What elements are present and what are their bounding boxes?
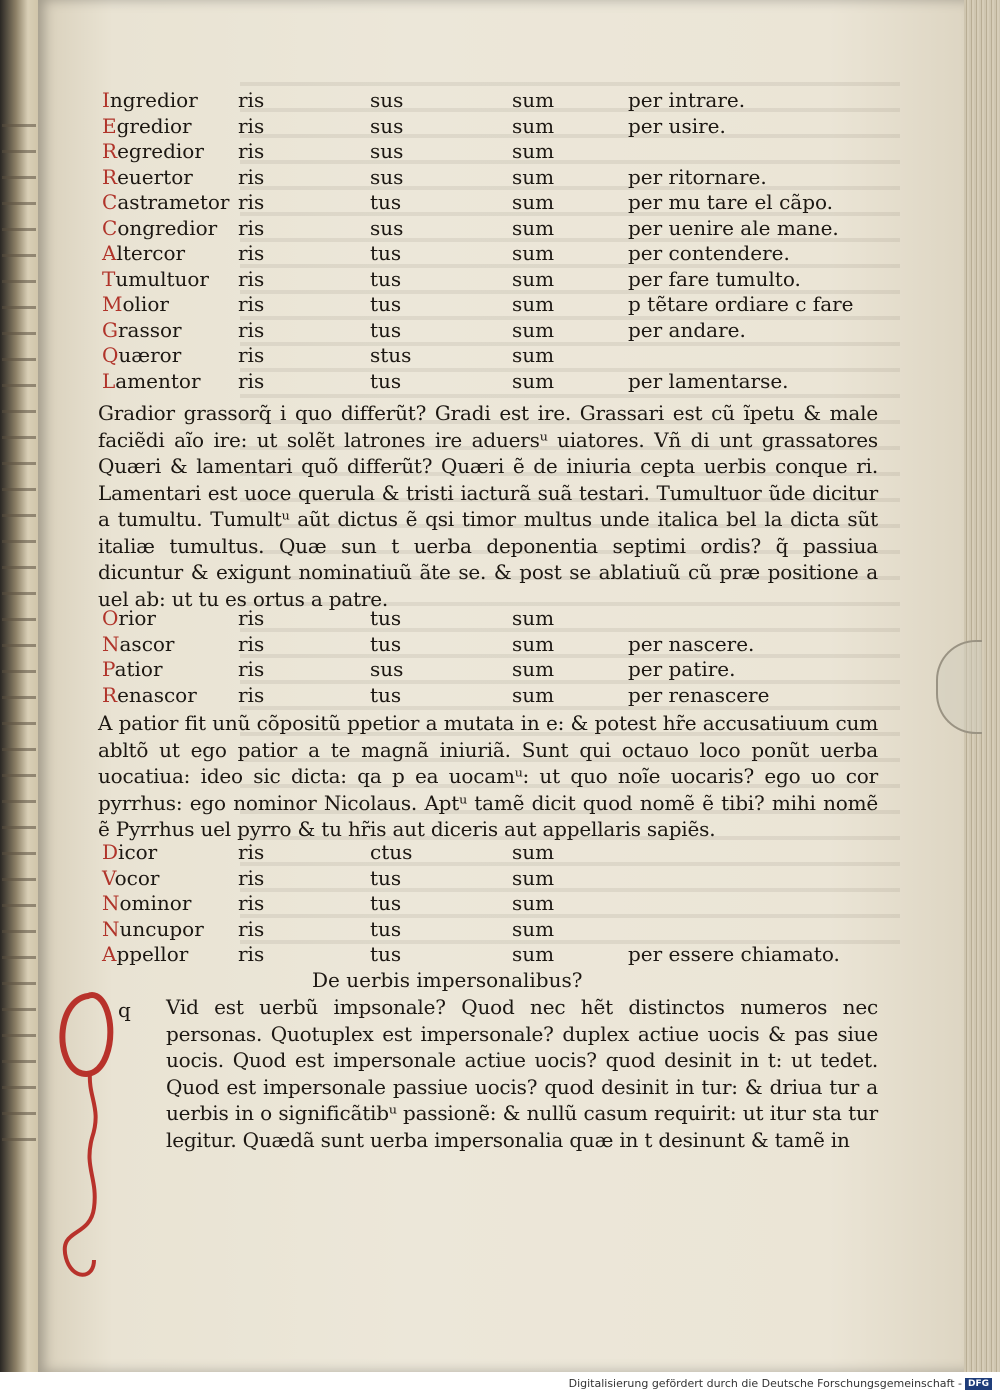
rubricated-initial: V [102, 865, 115, 890]
verb-form-c2: tus [370, 317, 402, 342]
verb-row [62, 343, 862, 369]
headword-rest: euertor [117, 164, 193, 189]
rubricated-initial: A [102, 241, 117, 265]
verb-form-c3: sum [512, 190, 555, 214]
verb-form-c4: per uenire ale mane. [628, 215, 839, 240]
verb-form-c1: ris [238, 657, 265, 681]
verb-row [62, 632, 862, 658]
headword-rest: ppellor [116, 942, 189, 966]
verb-headword [102, 657, 163, 681]
verb-form-c3: sum [512, 139, 555, 163]
verb-row [62, 369, 862, 395]
verb-headword [102, 683, 197, 707]
verb-form-c2: sus [370, 164, 404, 189]
verb-row [62, 139, 862, 165]
rubricated-initial: L [102, 368, 116, 393]
rubricated-initial: R [102, 164, 118, 189]
verb-form-c4: per patire. [628, 657, 736, 681]
verb-form-c2: ctus [370, 840, 413, 864]
verb-form-c2: tus [370, 631, 402, 656]
verb-form-c3: sum [512, 88, 555, 112]
rubricated-initial: N [102, 631, 120, 656]
verb-headword [102, 241, 185, 265]
rubricated-initial: A [102, 942, 117, 966]
rubricated-initial: M [102, 292, 123, 316]
verb-row [62, 165, 862, 191]
verb-form-c4: per usire. [628, 113, 726, 138]
verb-form-c3: sum [512, 266, 555, 291]
verb-headword [102, 190, 229, 214]
footer-credit: Digitalisierung gefördert durch die Deutsche Forschungsgemeinschaft - DFG [569, 1377, 992, 1390]
verb-form-c1: ris [238, 215, 265, 240]
verb-form-c1: ris [238, 317, 265, 342]
rubricated-initial: E [102, 113, 117, 138]
rubricated-initial: I [102, 88, 110, 112]
verb-headword [102, 942, 188, 966]
headword-rest: egredior [117, 139, 204, 163]
verb-form-c1: ris [238, 682, 265, 707]
rubricated-initial: N [102, 916, 120, 941]
rubricated-initial: C [102, 190, 118, 214]
verb-form-c1: ris [238, 139, 265, 163]
verb-row [62, 267, 862, 293]
verb-form-c4: per nascere. [628, 631, 755, 656]
verb-headword [102, 632, 175, 656]
headword-rest: umultuor [115, 266, 209, 291]
verb-form-c1: ris [238, 942, 265, 966]
verb-form-c2: tus [370, 292, 402, 316]
verb-form-c2: tus [370, 266, 402, 291]
verb-form-c4: per andare. [628, 317, 746, 342]
rubricated-initial: G [102, 317, 118, 342]
verb-form-c1: ris [238, 606, 265, 630]
verb-form-c3: sum [512, 215, 555, 240]
verb-form-c3: sum [512, 840, 555, 864]
verb-form-c1: ris [238, 292, 265, 316]
verb-headword [102, 139, 204, 163]
verb-headword [102, 866, 159, 890]
rubricated-initial: R [102, 139, 118, 163]
verb-headword [102, 840, 157, 864]
headword-rest: uæror [118, 343, 182, 367]
rubricated-initial: O [102, 606, 119, 630]
headword-rest: rior [118, 606, 156, 630]
rubricated-initial: C [102, 215, 118, 240]
headword-rest: ascor [119, 631, 175, 656]
headword-rest: olior [122, 292, 169, 316]
verb-form-c2: tus [370, 942, 402, 966]
verb-form-c3: sum [512, 164, 555, 189]
verb-form-c4: per renascere [628, 682, 770, 707]
guide-letter: q [118, 998, 131, 1022]
left-page-edge [0, 0, 40, 1372]
verb-headword [102, 216, 217, 240]
verb-form-c1: ris [238, 840, 265, 864]
verb-form-c4: per intrare. [628, 88, 746, 112]
verb-row [62, 891, 862, 917]
verb-form-c1: ris [238, 241, 265, 265]
verb-form-c1: ris [238, 865, 265, 890]
verb-form-c3: sum [512, 343, 555, 367]
paragraph-2: A patior fit unũ cõpositũ ppetior a mutata in e: & potest hr̃e accusatiuum cum abltõ ut ego patior a te magnã iniuriã. Sunt qui octauo loco ponũt uerba uocatiua: ideo sic dicta: qa p ea uocamᵘ: ut quo noĩe uocaris? ego uo cor pyrrhus: ego nominor Nicolaus. Aptᵘ tamẽ dicit quod nomẽ ẽ tibi? mihi nomẽ ẽ Pyrrhus uel pyrro & tu hr̃is aut diceris aut appellaris sapiẽs. [98, 711, 878, 841]
headword-rest: atior [114, 657, 163, 681]
verb-form-c4: per fare tumulto. [628, 266, 801, 291]
verb-form-c4: per lamentarse. [628, 368, 789, 393]
headword-rest: enascor [117, 682, 197, 707]
verb-form-c1: ris [238, 916, 265, 941]
verb-form-c1: ris [238, 266, 265, 291]
verb-form-c1: ris [238, 190, 265, 214]
verb-row [62, 840, 862, 866]
verb-row [62, 657, 862, 683]
verb-headword [102, 606, 156, 630]
verb-form-c3: sum [512, 865, 555, 890]
verb-form-c2: tus [370, 891, 402, 915]
verb-form-c3: sum [512, 891, 555, 915]
rubricated-initial: T [102, 266, 116, 291]
verb-form-c2: tus [370, 606, 402, 630]
footer-bar [0, 1372, 1000, 1396]
section-heading: De uerbis impersonalibus? [312, 968, 583, 992]
verb-row [62, 216, 862, 242]
verb-form-c2: tus [370, 190, 402, 214]
verb-form-c3: sum [512, 292, 555, 316]
verb-row [62, 190, 862, 216]
verb-headword [102, 369, 201, 393]
verb-form-c2: tus [370, 368, 402, 393]
verb-row [62, 866, 862, 892]
left-page-text-fragment [2, 110, 36, 1160]
verb-form-c3: sum [512, 113, 555, 138]
verb-form-c4: p tẽtare ordiare c fare [628, 292, 854, 316]
verb-form-c2: tus [370, 682, 402, 707]
verb-form-c1: ris [238, 88, 265, 112]
verb-headword [102, 114, 192, 138]
rubricated-initial: N [102, 891, 120, 915]
verb-form-c2: sus [370, 113, 404, 138]
rubricated-initial: R [102, 682, 118, 707]
verb-form-c3: sum [512, 682, 555, 707]
headword-rest: uncupor [119, 916, 204, 941]
verb-headword [102, 88, 198, 112]
verb-headword [102, 891, 191, 915]
decorated-initial-q [48, 988, 128, 1288]
verb-row [62, 606, 862, 632]
verb-row [62, 241, 862, 267]
verb-headword [102, 267, 209, 291]
rubricated-initial: Q [102, 343, 119, 367]
verb-form-c2: tus [370, 241, 402, 265]
verb-headword [102, 292, 169, 316]
rubricated-initial: P [102, 657, 115, 681]
headword-rest: ominor [119, 891, 192, 915]
headword-rest: amentor [115, 368, 201, 393]
verb-row [62, 318, 862, 344]
verb-form-c3: sum [512, 942, 555, 966]
headword-rest: ngredior [109, 88, 198, 112]
headword-rest: rassor [117, 317, 182, 342]
verb-headword [102, 917, 204, 941]
verb-form-c1: ris [238, 113, 265, 138]
verb-row [62, 114, 862, 140]
verb-headword [102, 165, 193, 189]
headword-rest: gredior [116, 113, 192, 138]
verb-form-c2: stus [370, 343, 412, 367]
verb-form-c1: ris [238, 164, 265, 189]
verb-form-c3: sum [512, 606, 555, 630]
verb-row [62, 683, 862, 709]
verb-form-c2: tus [370, 916, 402, 941]
verb-row [62, 292, 862, 318]
verb-form-c4: per essere chiamato. [628, 942, 840, 966]
verb-form-c2: sus [370, 88, 404, 112]
headword-rest: ongredior [117, 215, 218, 240]
verb-form-c4: per ritornare. [628, 164, 767, 189]
verb-form-c4: per mu tare el cãpo. [628, 190, 834, 214]
verb-form-c1: ris [238, 631, 265, 656]
verb-form-c2: tus [370, 865, 402, 890]
verb-form-c3: sum [512, 657, 555, 681]
headword-rest: ltercor [116, 241, 186, 265]
verb-form-c3: sum [512, 368, 555, 393]
paragraph-1: Gradior grassorq̃ i quo differũt? Gradi est ire. Grassari est cũ ĩpetu & male faciẽdi aĩo ire: ut solẽt latrones ire aduersᵘ uiatores. Vñ di unt grassatores Quæri & lamentari quõ differũt? Quæri ẽ de iniuria cepta uerbis conque ri. Lamentari est uoce querula & tristi iacturã suã testari. Tumultuor ũde dicitur a tumultu. Tumultᵘ aũt dictus ẽ qsi timor multus unde italica bel la dicta sũt italiæ tumultus. Quæ sun t uerba deponentia septimi ordis? q̃ passiua dicuntur & exigunt nominatiuũ ãte se. & post se ablatiuũ cũ præ positione a uel ab: ut tu es ortus a patre. [98, 401, 878, 611]
rubricated-initial: D [102, 840, 119, 864]
verb-form-c4: per contendere. [628, 241, 790, 265]
verb-form-c2: sus [370, 139, 404, 163]
verb-headword [102, 318, 182, 342]
verb-form-c1: ris [238, 368, 265, 393]
verb-form-c1: ris [238, 891, 265, 915]
verb-form-c3: sum [512, 631, 555, 656]
verb-row [62, 88, 862, 114]
headword-rest: icor [118, 840, 158, 864]
paragraph-3: Vid est uerbũ impsonale? Quod nec hẽt distinctos numeros nec personas. Quotuplex est impersonale? duplex actiue uocis & pas siue uocis. Quod est impersonale actiue uocis? quod desinit in t: ut tedet. Quod est impersonale passiue uocis? quod desinit in tur: & driua tur a uerbis in o significãtibᵘ passionẽ: & nullũ casum requirit: ut itur sta tur legitur. Quædã sunt uerba impersonalia quæ in t desinunt & tamẽ in [166, 995, 878, 1152]
dfg-logo: DFG [965, 1378, 992, 1390]
verb-form-c2: sus [370, 657, 404, 681]
verb-form-c3: sum [512, 241, 555, 265]
headword-rest: astrametor [117, 190, 230, 214]
verb-row [62, 942, 862, 968]
verb-form-c1: ris [238, 343, 265, 367]
verb-form-c3: sum [512, 317, 555, 342]
verb-form-c2: sus [370, 215, 404, 240]
headword-rest: ocor [114, 865, 160, 890]
verb-form-c3: sum [512, 916, 555, 941]
verb-row [62, 917, 862, 943]
verb-headword [102, 343, 181, 367]
